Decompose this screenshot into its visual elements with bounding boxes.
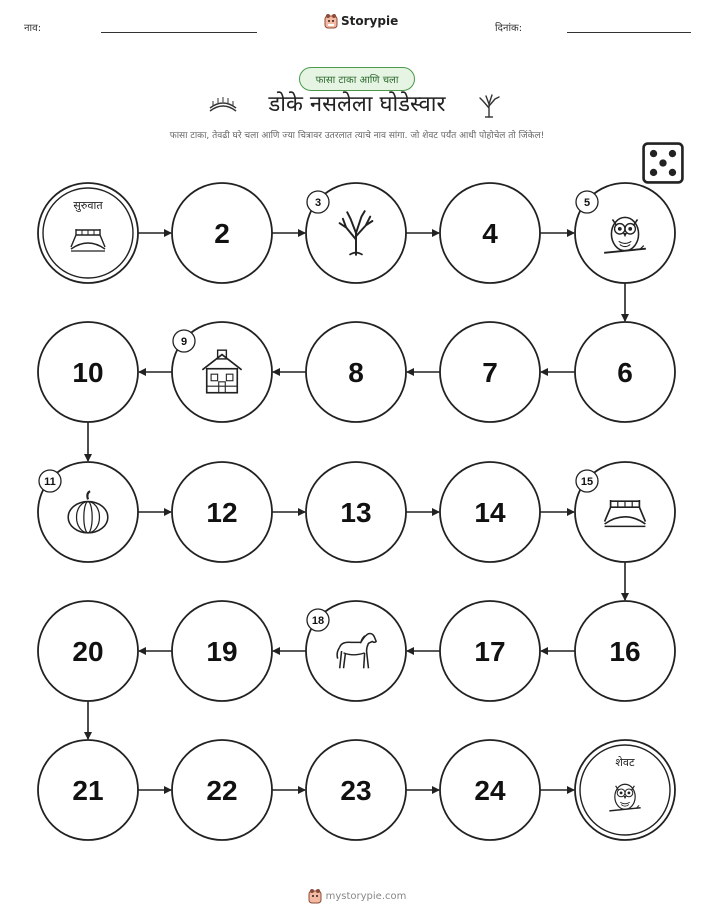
board-cell-18 [306, 601, 406, 701]
cell-number: 23 [340, 775, 372, 806]
cell-number-badge-text: 5 [583, 197, 591, 209]
board-cell-25 [575, 740, 675, 840]
instructions: फासा टाका, तेवढी घरे चला आणि ज्या चित्रावर उतरलात त्याचे नाव सांगा. जो शेवट पर्यंत आधी पोहोचेल तो जिंकेल! [169, 131, 545, 141]
cell-circle [575, 740, 675, 840]
board-cell-21 [38, 740, 138, 840]
dice-five-icon [644, 144, 683, 183]
cell-number: 19 [206, 636, 238, 667]
cell-number-badge-text: 15 [580, 476, 594, 488]
cell-number: 8 [348, 357, 364, 388]
footer-mascot-icon [308, 888, 322, 904]
board-cell-24 [440, 740, 540, 840]
board-cell-4 [440, 183, 540, 283]
board-cell-2 [172, 183, 272, 283]
board-cell-6 [575, 322, 675, 422]
cell-number: 20 [72, 636, 104, 667]
board-cell-3 [306, 183, 406, 283]
cell-number-badge-text: 9 [180, 336, 188, 348]
board-cell-11 [38, 462, 138, 562]
board-cell-23 [306, 740, 406, 840]
board-cell-12 [172, 462, 272, 562]
cell-number: 22 [206, 775, 238, 806]
cell-number-badge-text: 18 [311, 615, 325, 627]
board-cell-17 [440, 601, 540, 701]
board-cell-10 [38, 322, 138, 422]
cell-number: 24 [474, 775, 506, 806]
footer-url[interactable]: mystorypie.com [325, 890, 407, 902]
board-cell-15 [575, 462, 675, 562]
cell-number: 7 [482, 357, 498, 388]
footer [0, 888, 714, 907]
board-cell-13 [306, 462, 406, 562]
cell-number: 13 [340, 497, 372, 528]
board-cell-22 [172, 740, 272, 840]
board-cell-14 [440, 462, 540, 562]
cell-number: 16 [609, 636, 641, 667]
cell-number: 10 [72, 357, 104, 388]
board-cell-19 [172, 601, 272, 701]
cell-number: 21 [72, 775, 104, 806]
name-label: नाव: [24, 23, 42, 34]
board-cell-16 [575, 601, 675, 701]
end-label: शेवट [615, 756, 635, 769]
cell-number-badge-text: 3 [314, 197, 322, 209]
board-cell-1 [38, 183, 138, 283]
game-type-badge: फासा टाका आणि चला [299, 67, 415, 91]
cell-number-badge-text: 11 [44, 476, 56, 488]
cell-number: 4 [482, 218, 498, 249]
cell-number: 14 [474, 497, 506, 528]
date-label: दिनांक: [495, 23, 523, 34]
cell-number: 12 [206, 497, 238, 528]
board-cell-9 [172, 322, 272, 422]
cell-number: 6 [617, 357, 633, 388]
page-title: डोके नसलेला घोडेस्वार [268, 92, 446, 117]
brand-name: Storypie [341, 14, 399, 28]
board-cell-5 [575, 183, 675, 283]
start-label: सुरुवात [73, 199, 103, 212]
cell-number: 17 [474, 636, 506, 667]
board-cell-7 [440, 322, 540, 422]
board-cell-8 [306, 322, 406, 422]
cell-number: 2 [214, 218, 230, 249]
board-cell-20 [38, 601, 138, 701]
